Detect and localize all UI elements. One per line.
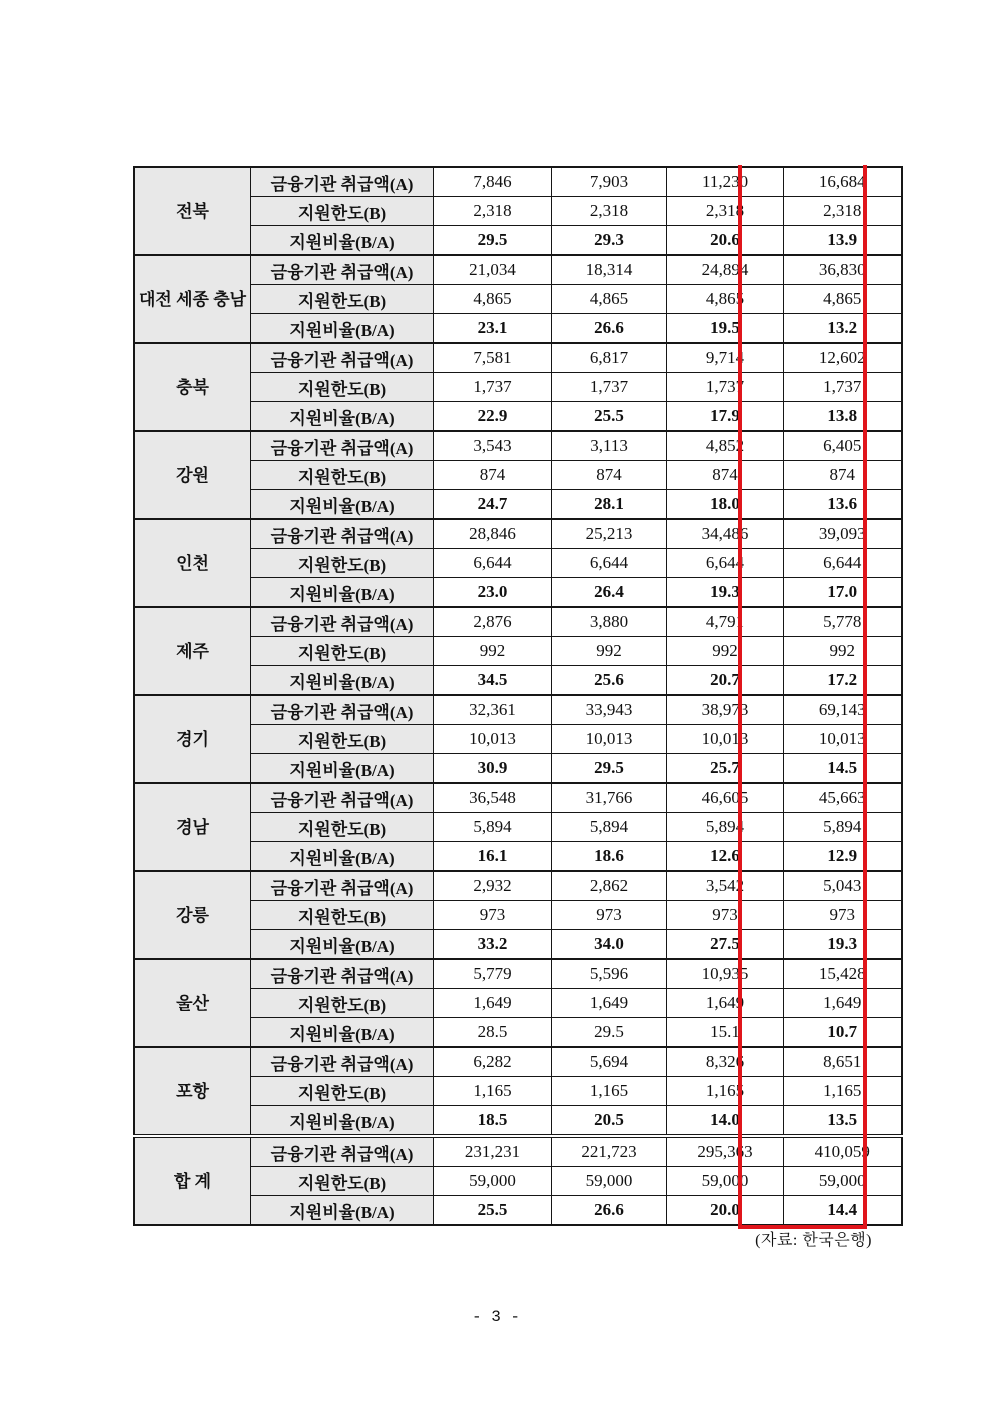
value-cell: 12,602 (784, 343, 902, 373)
row-label-cell: 지원한도(B) (251, 989, 434, 1018)
table-row (134, 1047, 902, 1077)
value-cell: 24,894 (667, 255, 784, 285)
value-cell: 26.6 (552, 1196, 667, 1226)
value-cell: 28.1 (552, 490, 667, 520)
value-cell: 16.1 (434, 842, 552, 872)
value-cell: 8,651 (784, 1047, 902, 1077)
value-cell: 6,817 (552, 343, 667, 373)
value-cell: 19.3 (784, 930, 902, 960)
value-cell: 1,737 (667, 373, 784, 402)
value-cell: 25.7 (667, 754, 784, 784)
row-label-cell: 지원한도(B) (251, 901, 434, 930)
table-row (134, 959, 902, 989)
table-row (134, 343, 902, 373)
value-cell: 59,000 (552, 1167, 667, 1196)
value-cell: 2,876 (434, 607, 552, 637)
region-cell: 포항 (134, 1047, 251, 1136)
value-cell: 12.6 (667, 842, 784, 872)
row-label-cell: 금융기관 취급액(A) (251, 255, 434, 285)
value-cell: 992 (552, 637, 667, 666)
value-cell: 25.5 (552, 402, 667, 432)
value-cell: 69,143 (784, 695, 902, 725)
value-cell: 6,644 (667, 549, 784, 578)
value-cell: 3,543 (434, 431, 552, 461)
region-cell: 경기 (134, 695, 251, 783)
value-cell: 874 (552, 461, 667, 490)
value-cell: 7,846 (434, 167, 552, 197)
value-cell: 10,013 (667, 725, 784, 754)
value-cell: 5,778 (784, 607, 902, 637)
row-label-cell: 지원비율(B/A) (251, 402, 434, 432)
table-row (134, 783, 902, 813)
value-cell: 13.5 (784, 1106, 902, 1137)
value-cell: 973 (667, 901, 784, 930)
value-cell: 23.1 (434, 314, 552, 344)
row-label-cell: 지원비율(B/A) (251, 490, 434, 520)
value-cell: 973 (552, 901, 667, 930)
value-cell: 4,791 (667, 607, 784, 637)
value-cell: 19.5 (667, 314, 784, 344)
value-cell: 10,013 (434, 725, 552, 754)
value-cell: 874 (667, 461, 784, 490)
value-cell: 13.6 (784, 490, 902, 520)
region-cell: 인천 (134, 519, 251, 607)
value-cell: 17.2 (784, 666, 902, 696)
region-cell: 강원 (134, 431, 251, 519)
value-cell: 13.9 (784, 226, 902, 256)
region-cell: 전북 (134, 167, 251, 255)
value-cell: 992 (784, 637, 902, 666)
value-cell: 1,165 (784, 1077, 902, 1106)
value-cell: 3,542 (667, 871, 784, 901)
region-cell: 합 계 (134, 1136, 251, 1225)
value-cell: 6,405 (784, 431, 902, 461)
value-cell: 1,165 (552, 1077, 667, 1106)
value-cell: 20.0 (667, 1196, 784, 1226)
value-cell: 27.5 (667, 930, 784, 960)
value-cell: 29.3 (552, 226, 667, 256)
value-cell: 16,684 (784, 167, 902, 197)
value-cell: 6,644 (784, 549, 902, 578)
row-label-cell: 지원한도(B) (251, 373, 434, 402)
value-cell: 1,737 (552, 373, 667, 402)
value-cell: 32,361 (434, 695, 552, 725)
value-cell: 33,943 (552, 695, 667, 725)
row-label-cell: 지원비율(B/A) (251, 1018, 434, 1048)
value-cell: 18.0 (667, 490, 784, 520)
page-number: - 3 - (471, 1308, 520, 1326)
value-cell: 25,213 (552, 519, 667, 549)
value-cell: 59,000 (434, 1167, 552, 1196)
value-cell: 874 (784, 461, 902, 490)
value-cell: 5,894 (784, 813, 902, 842)
row-label-cell: 금융기관 취급액(A) (251, 1047, 434, 1077)
value-cell: 5,043 (784, 871, 902, 901)
region-cell: 제주 (134, 607, 251, 695)
value-cell: 29.5 (552, 1018, 667, 1048)
value-cell: 6,644 (552, 549, 667, 578)
value-cell: 20.6 (667, 226, 784, 256)
row-label-cell: 금융기관 취급액(A) (251, 607, 434, 637)
value-cell: 30.9 (434, 754, 552, 784)
row-label-cell: 금융기관 취급액(A) (251, 1136, 434, 1167)
row-label-cell: 지원한도(B) (251, 285, 434, 314)
value-cell: 13.2 (784, 314, 902, 344)
value-cell: 7,903 (552, 167, 667, 197)
value-cell: 14.0 (667, 1106, 784, 1137)
value-cell: 8,326 (667, 1047, 784, 1077)
value-cell: 1,649 (434, 989, 552, 1018)
value-cell: 3,113 (552, 431, 667, 461)
value-cell: 973 (784, 901, 902, 930)
row-label-cell: 금융기관 취급액(A) (251, 343, 434, 373)
value-cell: 1,165 (667, 1077, 784, 1106)
value-cell: 4,865 (434, 285, 552, 314)
value-cell: 25.6 (552, 666, 667, 696)
value-cell: 46,605 (667, 783, 784, 813)
value-cell: 10,935 (667, 959, 784, 989)
value-cell: 15.1 (667, 1018, 784, 1048)
row-label-cell: 금융기관 취급액(A) (251, 959, 434, 989)
row-label-cell: 지원비율(B/A) (251, 1106, 434, 1137)
row-label-cell: 지원한도(B) (251, 461, 434, 490)
region-cell: 충북 (134, 343, 251, 431)
value-cell: 2,318 (434, 197, 552, 226)
value-cell: 5,894 (552, 813, 667, 842)
value-cell: 20.7 (667, 666, 784, 696)
value-cell: 11,230 (667, 167, 784, 197)
region-cell: 울산 (134, 959, 251, 1047)
value-cell: 29.5 (434, 226, 552, 256)
row-label-cell: 금융기관 취급액(A) (251, 167, 434, 197)
value-cell: 38,973 (667, 695, 784, 725)
row-label-cell: 금융기관 취급액(A) (251, 431, 434, 461)
row-label-cell: 지원비율(B/A) (251, 578, 434, 608)
value-cell: 6,644 (434, 549, 552, 578)
source-note: (자료: 한국은행) (755, 1232, 872, 1249)
value-cell: 36,548 (434, 783, 552, 813)
value-cell: 10,013 (784, 725, 902, 754)
value-cell: 5,596 (552, 959, 667, 989)
value-cell: 33.2 (434, 930, 552, 960)
value-cell: 5,779 (434, 959, 552, 989)
value-cell: 21,034 (434, 255, 552, 285)
support-table-body (134, 167, 902, 1225)
value-cell: 59,000 (784, 1167, 902, 1196)
value-cell: 1,737 (784, 373, 902, 402)
value-cell: 13.8 (784, 402, 902, 432)
row-label-cell: 지원비율(B/A) (251, 930, 434, 960)
value-cell: 874 (434, 461, 552, 490)
region-cell: 경남 (134, 783, 251, 871)
value-cell: 12.9 (784, 842, 902, 872)
value-cell: 2,318 (552, 197, 667, 226)
value-cell: 34.5 (434, 666, 552, 696)
value-cell: 39,093 (784, 519, 902, 549)
value-cell: 19.3 (667, 578, 784, 608)
row-label-cell: 금융기관 취급액(A) (251, 783, 434, 813)
row-label-cell: 지원한도(B) (251, 549, 434, 578)
value-cell: 231,231 (434, 1136, 552, 1167)
value-cell: 20.5 (552, 1106, 667, 1137)
regional-support-table-wrap (133, 166, 903, 1226)
row-label-cell: 지원비율(B/A) (251, 1196, 434, 1226)
table-row (134, 519, 902, 549)
row-label-cell: 지원한도(B) (251, 1077, 434, 1106)
value-cell: 1,649 (552, 989, 667, 1018)
value-cell: 14.5 (784, 754, 902, 784)
row-label-cell: 지원한도(B) (251, 197, 434, 226)
row-label-cell: 지원한도(B) (251, 725, 434, 754)
value-cell: 3,880 (552, 607, 667, 637)
value-cell: 1,649 (784, 989, 902, 1018)
value-cell: 31,766 (552, 783, 667, 813)
row-label-cell: 지원비율(B/A) (251, 314, 434, 344)
value-cell: 221,723 (552, 1136, 667, 1167)
row-label-cell: 지원한도(B) (251, 1167, 434, 1196)
value-cell: 10.7 (784, 1018, 902, 1048)
value-cell: 14.4 (784, 1196, 902, 1226)
row-label-cell: 금융기관 취급액(A) (251, 695, 434, 725)
value-cell: 2,932 (434, 871, 552, 901)
row-label-cell: 지원비율(B/A) (251, 754, 434, 784)
value-cell: 1,165 (434, 1077, 552, 1106)
value-cell: 24.7 (434, 490, 552, 520)
value-cell: 10,013 (552, 725, 667, 754)
region-cell: 대전 세종 충남 (134, 255, 251, 343)
regional-support-table (133, 166, 903, 1226)
value-cell: 4,865 (667, 285, 784, 314)
table-row (134, 695, 902, 725)
value-cell: 992 (667, 637, 784, 666)
value-cell: 22.9 (434, 402, 552, 432)
row-label-cell: 지원비율(B/A) (251, 226, 434, 256)
value-cell: 17.0 (784, 578, 902, 608)
value-cell: 973 (434, 901, 552, 930)
table-row (134, 255, 902, 285)
value-cell: 23.0 (434, 578, 552, 608)
table-row (134, 607, 902, 637)
value-cell: 9,714 (667, 343, 784, 373)
row-label-cell: 지원한도(B) (251, 813, 434, 842)
row-label-cell: 금융기관 취급액(A) (251, 519, 434, 549)
value-cell: 5,894 (434, 813, 552, 842)
value-cell: 28.5 (434, 1018, 552, 1048)
value-cell: 26.4 (552, 578, 667, 608)
row-label-cell: 금융기관 취급액(A) (251, 871, 434, 901)
value-cell: 2,318 (784, 197, 902, 226)
value-cell: 59,000 (667, 1167, 784, 1196)
value-cell: 28,846 (434, 519, 552, 549)
value-cell: 17.9 (667, 402, 784, 432)
row-label-cell: 지원비율(B/A) (251, 666, 434, 696)
value-cell: 7,581 (434, 343, 552, 373)
table-row (134, 1136, 902, 1167)
value-cell: 4,852 (667, 431, 784, 461)
value-cell: 2,318 (667, 197, 784, 226)
table-row (134, 871, 902, 901)
value-cell: 2,862 (552, 871, 667, 901)
value-cell: 36,830 (784, 255, 902, 285)
table-row (134, 167, 902, 197)
value-cell: 5,694 (552, 1047, 667, 1077)
value-cell: 992 (434, 637, 552, 666)
value-cell: 29.5 (552, 754, 667, 784)
region-cell: 강릉 (134, 871, 251, 959)
table-row (134, 431, 902, 461)
value-cell: 45,663 (784, 783, 902, 813)
value-cell: 18.5 (434, 1106, 552, 1137)
value-cell: 15,428 (784, 959, 902, 989)
value-cell: 1,649 (667, 989, 784, 1018)
value-cell: 5,894 (667, 813, 784, 842)
value-cell: 410,059 (784, 1136, 902, 1167)
value-cell: 18.6 (552, 842, 667, 872)
value-cell: 34.0 (552, 930, 667, 960)
value-cell: 26.6 (552, 314, 667, 344)
value-cell: 295,363 (667, 1136, 784, 1167)
value-cell: 4,865 (552, 285, 667, 314)
value-cell: 34,486 (667, 519, 784, 549)
value-cell: 1,737 (434, 373, 552, 402)
value-cell: 25.5 (434, 1196, 552, 1226)
row-label-cell: 지원한도(B) (251, 637, 434, 666)
value-cell: 18,314 (552, 255, 667, 285)
row-label-cell: 지원비율(B/A) (251, 842, 434, 872)
value-cell: 4,865 (784, 285, 902, 314)
value-cell: 6,282 (434, 1047, 552, 1077)
